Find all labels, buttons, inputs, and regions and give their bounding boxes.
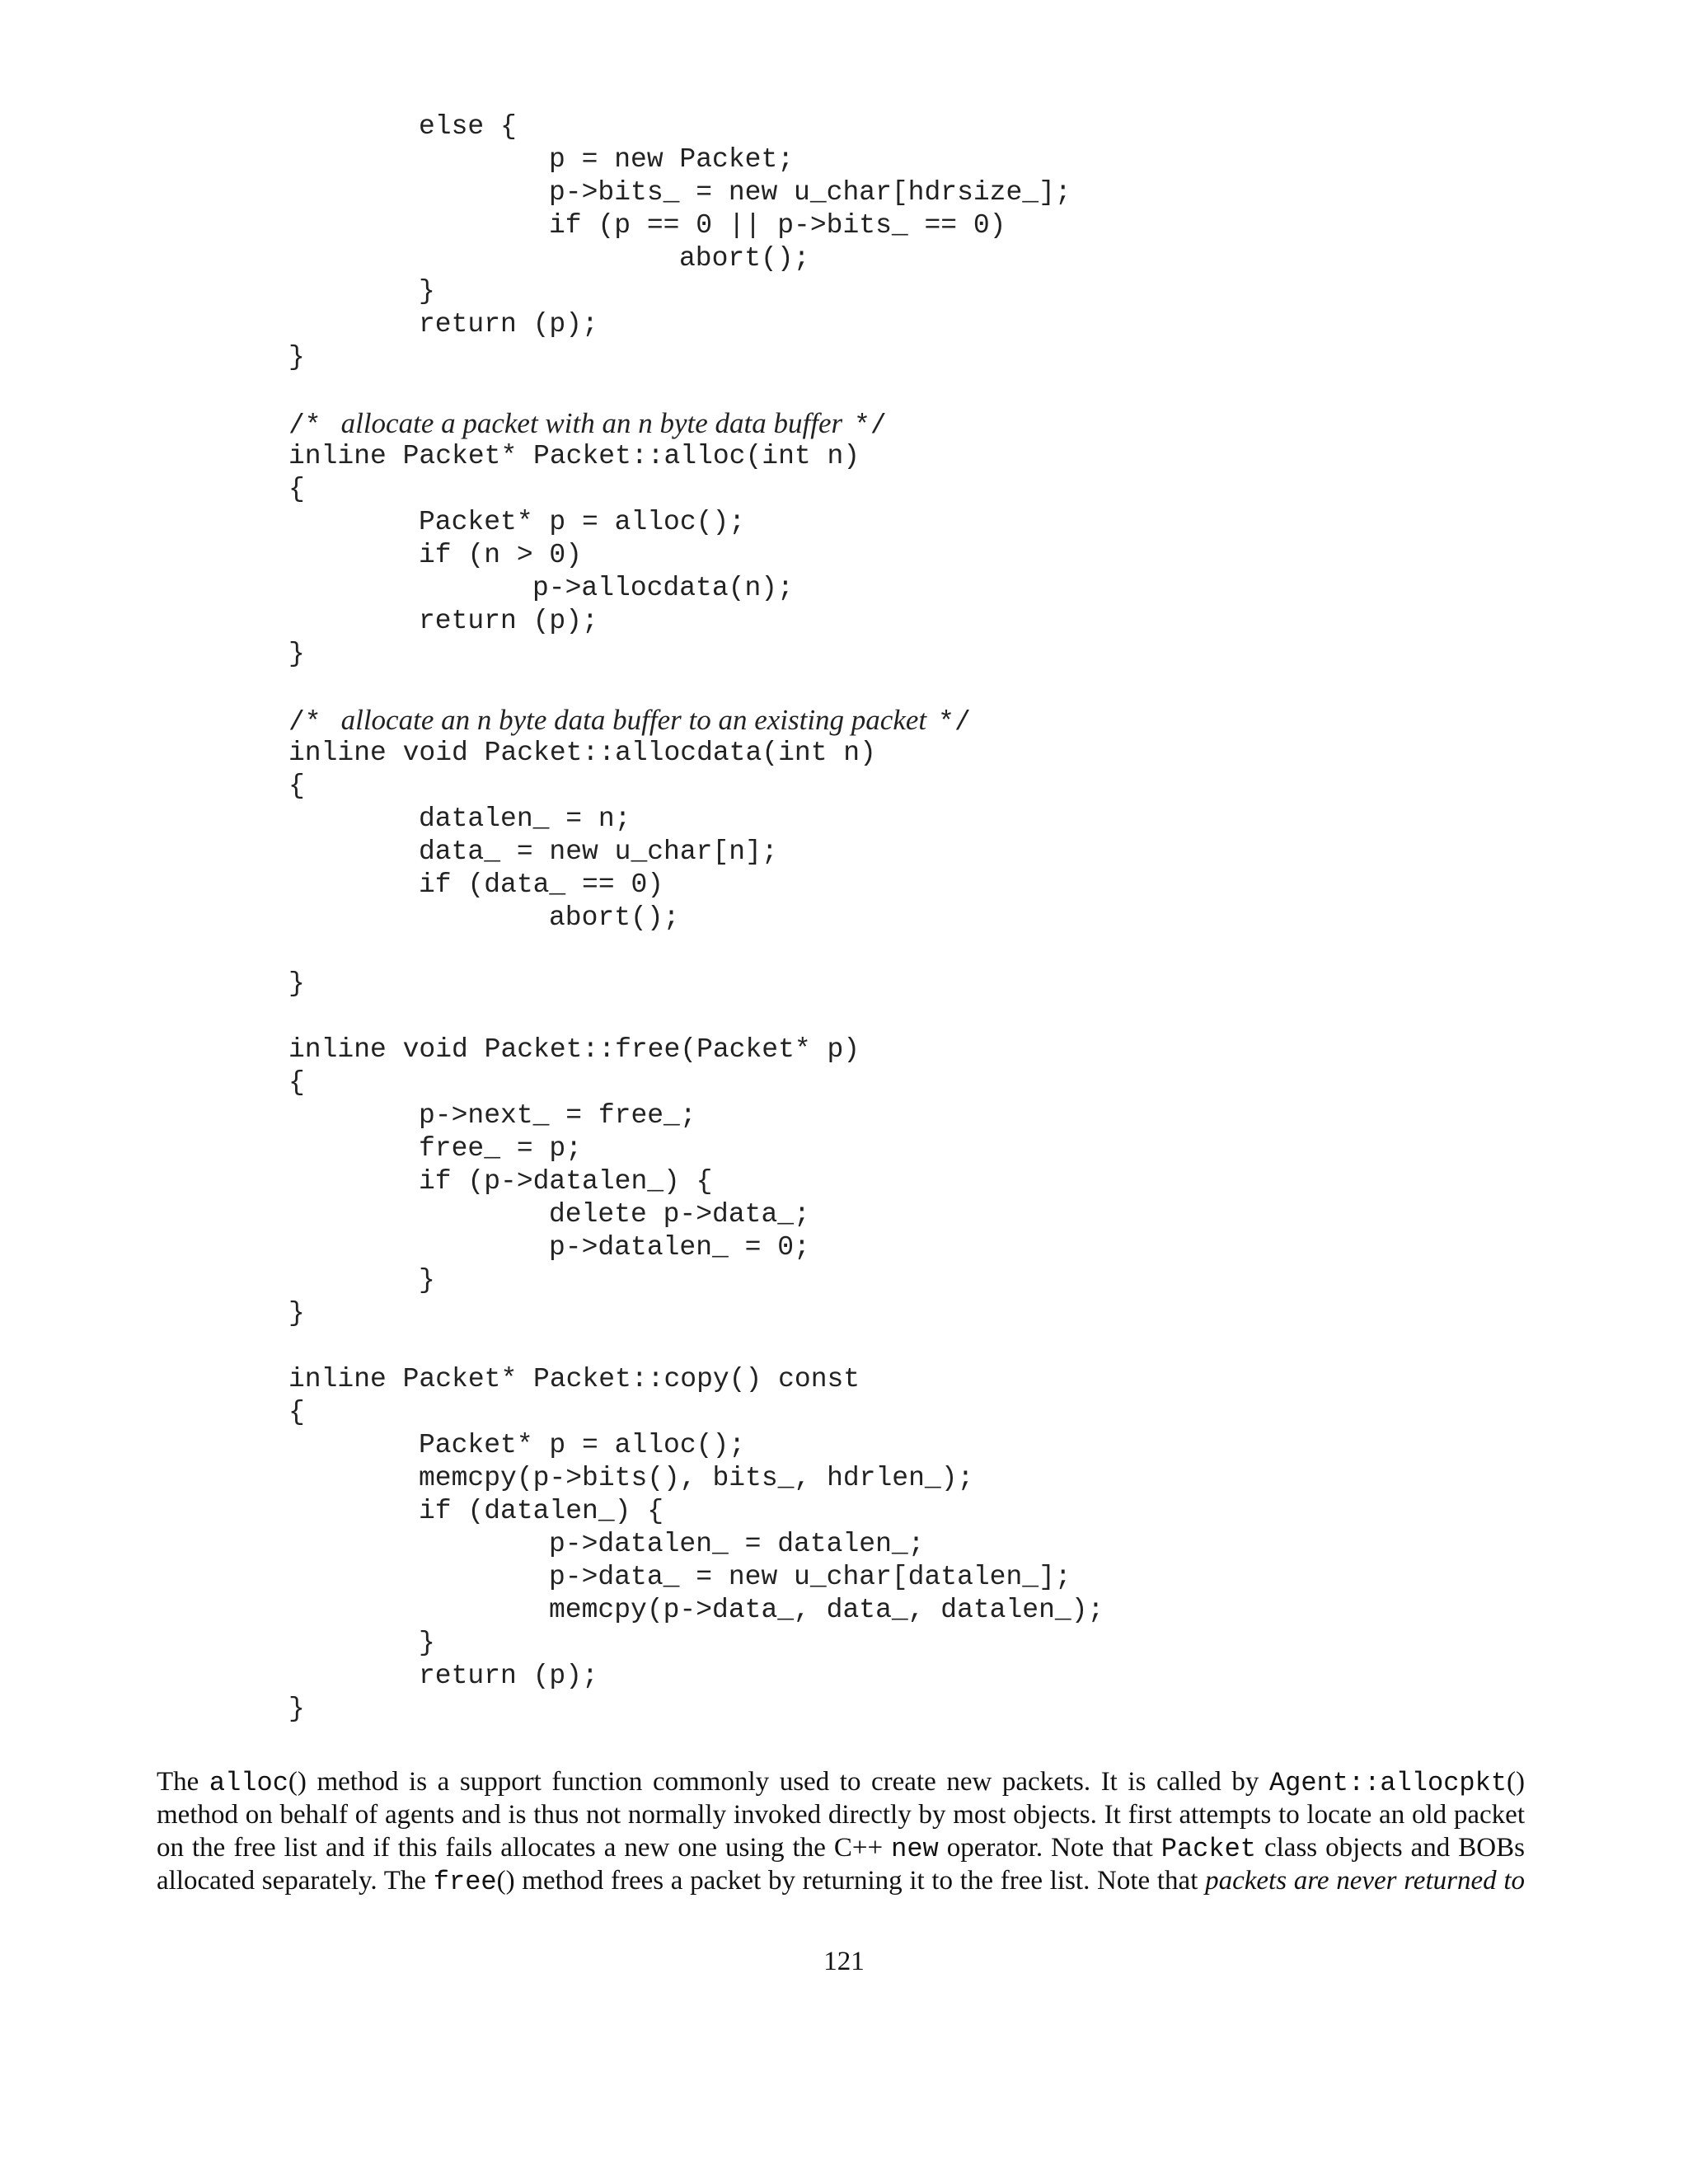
blank-line	[288, 1001, 1525, 1033]
text-run: operator. Note that	[938, 1833, 1161, 1863]
code-line	[288, 869, 1525, 902]
code-line	[288, 1132, 1525, 1165]
code-text: p->next_ = free_;	[419, 1100, 696, 1131]
code-text: abort();	[679, 243, 810, 274]
comment-open: /*	[288, 410, 321, 441]
code-text: }	[419, 1628, 435, 1658]
code-line	[288, 143, 1525, 176]
code-line	[288, 902, 1525, 935]
code-text: Packet* p = alloc();	[419, 507, 746, 537]
code-line	[288, 275, 1525, 308]
code-text: if (data_ == 0)	[419, 869, 664, 900]
body-paragraph	[157, 1765, 1525, 1897]
code-text: if (p == 0 || p->bits_ == 0)	[549, 210, 1006, 241]
code-text: inline Packet* Packet::alloc(int n)	[288, 441, 860, 471]
blank-line	[288, 374, 1525, 407]
code-line	[288, 1429, 1525, 1462]
paragraph-line	[157, 1765, 1525, 1798]
code-line	[288, 1297, 1525, 1330]
code-line	[288, 572, 1525, 605]
inline-code-free: free	[433, 1867, 497, 1897]
inline-code-alloc: alloc	[209, 1768, 288, 1798]
code-line	[288, 1033, 1525, 1066]
code-text: {	[288, 1067, 305, 1098]
code-text: memcpy(p->bits(), bits_, hdrlen_);	[419, 1463, 974, 1493]
comment-close: */	[854, 410, 887, 441]
code-text: }	[288, 1298, 305, 1329]
comment-close: */	[938, 707, 971, 738]
code-text: return (p);	[419, 606, 598, 636]
blank-line	[288, 671, 1525, 704]
code-line	[288, 1660, 1525, 1693]
code-line	[288, 770, 1525, 803]
code-text: p->data_ = new u_char[datalen_];	[549, 1562, 1071, 1592]
code-line	[288, 473, 1525, 506]
code-text: }	[419, 1265, 435, 1296]
code-comment	[288, 407, 1525, 440]
code-text: inline void Packet::allocdata(int n)	[288, 738, 876, 768]
code-text: return (p);	[419, 1661, 598, 1691]
code-text: p->allocdata(n);	[532, 573, 794, 603]
code-line	[288, 1594, 1525, 1627]
code-text: {	[288, 1397, 305, 1427]
text-run: on the free list and if this fails allocates a new one using the C++	[157, 1833, 892, 1863]
code-line	[288, 242, 1525, 275]
code-text: }	[288, 1694, 305, 1724]
code-text: return (p);	[419, 309, 598, 340]
code-line	[288, 1231, 1525, 1264]
emphasis-text: packets are never returned to	[1205, 1866, 1525, 1896]
code-line	[288, 1627, 1525, 1660]
code-listing	[288, 110, 1525, 1726]
code-text: if (datalen_) {	[419, 1496, 664, 1526]
code-line	[288, 176, 1525, 209]
code-line	[288, 1693, 1525, 1726]
text-run: ()	[1507, 1767, 1525, 1797]
text-run: () method frees a packet by returning it to the free list. Note that	[496, 1866, 1206, 1896]
code-line	[288, 539, 1525, 572]
code-text: memcpy(p->data_, data_, datalen_);	[549, 1595, 1104, 1625]
code-text: p->bits_ = new u_char[hdrsize_];	[549, 177, 1071, 208]
code-line	[288, 605, 1525, 638]
code-text: {	[288, 474, 305, 504]
blank-line	[288, 935, 1525, 968]
code-line	[288, 836, 1525, 869]
code-text: {	[288, 771, 305, 801]
code-line	[288, 1396, 1525, 1429]
code-line	[288, 968, 1525, 1001]
code-text: if (p->datalen_) {	[419, 1166, 713, 1197]
text-run: The	[157, 1767, 209, 1797]
comment-open: /*	[288, 707, 321, 738]
code-text: if (n > 0)	[419, 540, 583, 570]
text-run: allocated separately. The	[157, 1866, 434, 1896]
text-run: method on behalf of agents and is thus not normally invoked directly by most objects. It first attempts to locate an old packet	[157, 1800, 1525, 1830]
code-line	[288, 341, 1525, 374]
code-line	[288, 1198, 1525, 1231]
code-text: abort();	[549, 902, 680, 933]
code-line	[288, 1462, 1525, 1495]
code-line	[288, 506, 1525, 539]
page-number: 121	[823, 1947, 865, 1976]
inline-code-agent-allocpkt: Agent::allocpkt	[1268, 1768, 1507, 1798]
code-text: inline Packet* Packet::copy() const	[288, 1364, 860, 1394]
comment-text: allocate a packet with an n byte data buffer	[340, 407, 843, 439]
code-text: Packet* p = alloc();	[419, 1430, 746, 1460]
code-line	[288, 1495, 1525, 1528]
code-line	[288, 308, 1525, 341]
code-text: p->datalen_ = 0;	[549, 1232, 810, 1263]
code-line	[288, 737, 1525, 770]
code-line	[288, 1066, 1525, 1099]
code-text: inline void Packet::free(Packet* p)	[288, 1034, 860, 1065]
code-line	[288, 1264, 1525, 1297]
code-line	[288, 110, 1525, 143]
code-line	[288, 1363, 1525, 1396]
code-line	[288, 1561, 1525, 1594]
code-line	[288, 638, 1525, 671]
code-text: datalen_ = n;	[419, 804, 631, 834]
code-text: }	[288, 342, 305, 373]
code-text: data_ = new u_char[n];	[419, 837, 778, 867]
comment-text: allocate an n byte data buffer to an existing packet	[340, 704, 927, 736]
code-text: delete p->data_;	[549, 1199, 810, 1230]
code-line	[288, 440, 1525, 473]
paragraph-line	[157, 1831, 1525, 1864]
code-comment	[288, 704, 1525, 737]
text-run: () method is a support function commonly used to create new packets. It is called by	[288, 1767, 1269, 1797]
inline-code-packet: Packet	[1160, 1834, 1256, 1864]
code-line	[288, 209, 1525, 242]
code-text: free_ = p;	[419, 1133, 583, 1164]
paragraph-line	[157, 1798, 1525, 1831]
code-line	[288, 1528, 1525, 1561]
code-text: }	[288, 968, 305, 999]
inline-code-new: new	[891, 1834, 939, 1864]
blank-line	[288, 1330, 1525, 1363]
text-run: class objects and BOBs	[1264, 1833, 1525, 1863]
code-text: else {	[419, 111, 517, 142]
code-text: }	[419, 276, 435, 307]
code-text: }	[288, 639, 305, 669]
code-line	[288, 1165, 1525, 1198]
code-line	[288, 1099, 1525, 1132]
code-text: p = new Packet;	[549, 144, 795, 175]
paragraph-line	[157, 1864, 1525, 1897]
code-line	[288, 803, 1525, 836]
code-text: p->datalen_ = datalen_;	[549, 1529, 925, 1559]
